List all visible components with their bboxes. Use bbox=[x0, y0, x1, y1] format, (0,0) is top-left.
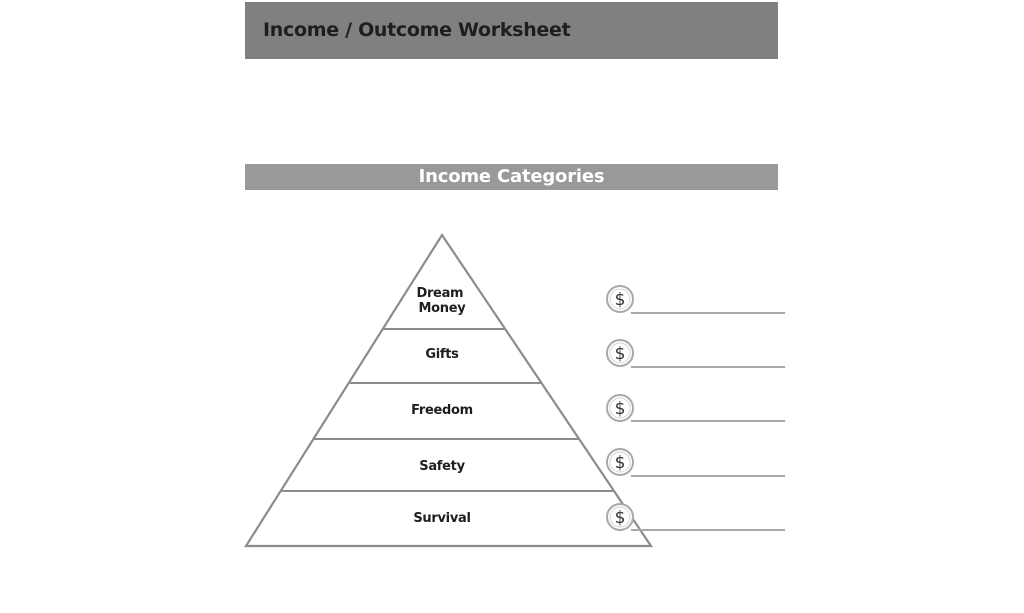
dollar-sign: $ bbox=[614, 344, 626, 364]
dollar-sign: $ bbox=[614, 399, 626, 419]
tier-label-line: Money bbox=[418, 301, 466, 316]
pyramid-outline bbox=[246, 235, 651, 546]
dollar-circle-icon bbox=[607, 340, 633, 366]
dollar-sign: $ bbox=[614, 508, 626, 528]
tier-label-gifts: Gifts bbox=[425, 347, 459, 362]
tier-label-line: Dream bbox=[416, 286, 464, 301]
section-title: Income Categories bbox=[418, 166, 605, 187]
page-title: Income / Outcome Worksheet bbox=[263, 19, 571, 41]
tier-label-freedom: Freedom bbox=[411, 403, 473, 418]
dollar-circle-icon bbox=[607, 286, 633, 312]
tier-label-safety: Safety bbox=[419, 459, 465, 474]
dollar-circle-icon bbox=[607, 395, 633, 421]
dollar-circle-icon bbox=[607, 504, 633, 530]
tier-label-dream-money bbox=[416, 286, 467, 316]
dollar-sign: $ bbox=[614, 453, 626, 473]
tier-label-survival: Survival bbox=[413, 511, 471, 526]
dollar-sign: $ bbox=[614, 290, 626, 310]
dollar-circle-icon bbox=[607, 449, 633, 475]
